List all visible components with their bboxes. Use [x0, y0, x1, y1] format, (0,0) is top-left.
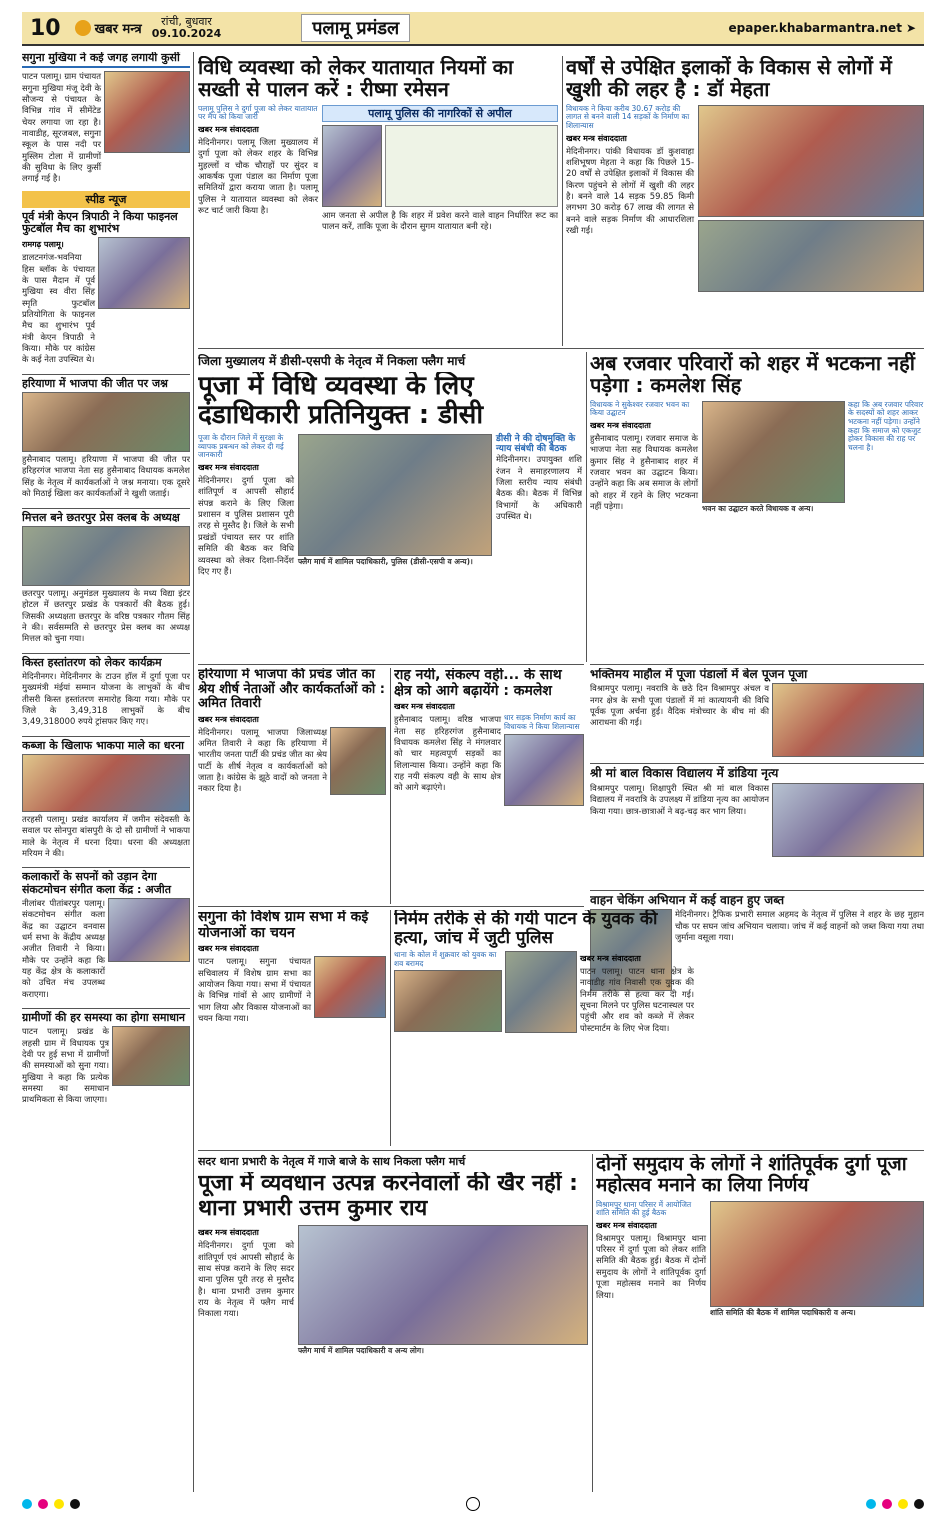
story-body: मेदिनीनगर। मेदिनीनगर के टाउन हॉल में दुर्गा पूजा पर मुख्यमंत्री मंईयां सम्मान योजना के लाभुकों के बीच तीसरी किस्त हस्तांतरण समारोह किया गया। मौके पर जिले के 3,49,318 लाभुकों के बीच 3,49,318000 रुपये ट्रांसफर किए गए।	[22, 670, 190, 727]
section-divider	[198, 1150, 924, 1151]
story-headline: ग्रामीणों की हर समस्या का होगा समाधान	[22, 1008, 190, 1024]
story-body: तरहसी पलामू। प्रखंड कार्यालय में जमीन संदेवस्ती के सवाल पर सोनपुरा बांसपुरी के दो सौ ग्रामीणों ने भाकपा माले के नेतृत्व में धरना दिया। धरना की अध्यक्षता मरियम ने की।	[22, 813, 190, 858]
story-headline: विधि व्यवस्था को लेकर यातायात नियमों का सख्ती से पालन करें : रीष्मा रमेसन	[198, 56, 514, 102]
story-photo	[112, 1026, 190, 1086]
epaper-link[interactable]	[729, 21, 916, 35]
column-divider	[390, 668, 391, 904]
logo-text: खबर मन्त्र	[94, 22, 142, 37]
byline: खबर मन्त्र संवाददाता	[580, 954, 641, 964]
byline: खबर मन्त्र संवाददाता	[198, 944, 259, 954]
kicker: सदर थाना प्रभारी के नेतृत्व में गाजे बाजे के साथ निकला फ्लैग मार्च	[198, 1155, 466, 1168]
story-headline: वर्षों से उपेक्षित इलाकों के विकास से लोगों में खुशी की लहर है : डॉ मेहता	[566, 56, 892, 102]
black-mark	[70, 1499, 80, 1509]
cyan-mark	[22, 1499, 32, 1509]
story-photo	[698, 105, 924, 217]
story-headline: किस्त हस्तांतरण को लेकर कार्यक्रम	[22, 653, 190, 669]
story-photo	[22, 526, 190, 586]
story-photo	[394, 970, 502, 1032]
story-photo	[314, 956, 386, 1018]
photo-side-text: कहा कि अब रजवार परिवार के सदस्यों को शहर आकर भटकना नहीं पड़ेगा। उन्होंने कहा कि समाज को एकजुट होकर विकास की राह पर चलना है।	[848, 399, 924, 452]
story-magistrate	[198, 372, 582, 660]
story-body: मेदिनीनगर। दुर्गा पूजा को शांतिपूर्ण एवं आपसी सौहार्द के साथ संपन्न कराने के लिए सदर थाना पुलिस पूरी तरह से मुस्तैद है। थाना प्रभारी उत्तम कुमार राय के नेतृत्व में फ्लैग मार्च निकाला गया।	[198, 1240, 294, 1319]
story-body: पाटन पलामू। ग्राम पंचायत सगुना मुखिया मंजू देवी के सौजन्य से पंचायत के विभिन्न गांव में सीमेंटेड चेयर लगाया जा रहा है। नावाडीह, सूरजबल, सगुना स्कूल के पास नदी पर मुस्लिम टोला में ग्रामीणों की सुविधा के लिए कुर्सी लगाई गई है।	[22, 71, 101, 184]
section-divider	[590, 664, 924, 665]
victim-photo	[505, 951, 577, 1033]
photo-caption: फ्लैग मार्च में शामिल पदाधिकारी, पुलिस (डीसी-एसपी व अन्य)।	[298, 557, 473, 567]
story-headline: वाहन चेकिंग अभियान में कई वाहन हुए जब्त	[590, 890, 924, 907]
section-title: पलामू प्रमंडल	[301, 14, 410, 42]
story-headline: राह नयी, संकल्प वही... के साथ क्षेत्र को आगे बढ़ायेंगे : कमलेश	[394, 668, 562, 699]
story-body: मेदिनीनगर। पलामू जिला मुख्यालय में दुर्गा पूजा को लेकर शहर के विभिन्न मुहल्लों व चौक चौराहों पर सुंदर व आकर्षक पूजा पंडाल का निर्माण पूजा समितियों द्वारा कराया जाता है। पलामू पुलिस ने यातायात व्यवस्था को लेकर रूट चार्ट जारी किया है।	[198, 137, 318, 216]
story-body: मेदिनीनगर। ट्रैफिक प्रभारी समाल अहमद के नेतृत्व में पुलिस ने शहर के छह मुहान चौक पर सघन जांच अभियान चलाया। जांच में कई वाहनों को जब्त किया गया तथा जुर्माना वसूला गया।	[675, 909, 924, 943]
story-body: मेदिनीनगर। दुर्गा पूजा को शांतिपूर्ण व आपसी सौहार्द संपन्न कराने के लिए जिला प्रशासन व पुलिस प्रशासन पूरी तरह से मुस्तैद है। जिले के सभी प्रखंडों पंचायत स्तर पर शांति समिति की बैठक कर विधि व्यवस्था को लेकर दिशा-निर्देश दिए गए हैं।	[198, 475, 294, 576]
story-headline: सगुना मुखिया ने कई जगह लगायी कुर्सी	[22, 52, 190, 68]
logo	[75, 19, 142, 37]
story-body: हुसैनाबाद पलामू। हरियाणा में भाजपा की जीत पर हरिहरगंज भाजपा नेता सह हुसैनाबाद विधायक कमलेश सिंह के नेतृत्व में कार्यकर्ताओं ने जश्न मनाया। एक दूसरे को मिठाई खिला कर कार्यकर्ताओं ने खुशी जताई।	[22, 454, 190, 499]
column-divider	[586, 352, 587, 662]
story-body: विश्रामपुर पलामू। नवरात्रि के छठे दिन विश्रामपुर अंचल व नगर क्षेत्र के सभी पूजा पंडालों में मां कात्यायनी की विधि पूर्वक पूजा अर्चना हुई। वैदिक मंत्रोच्चार के बीच मां की आराधना की गई।	[590, 683, 769, 728]
masthead	[22, 12, 924, 46]
story-body: विश्रामपुर पलामू। विश्रामपुर थाना परिसर में दुर्गा पूजा को लेकर शांति समिति की बैठक हुई। बैठक में दोनों समुदाय के लोगों ने शांतिपूर्वक दुर्गा पूजा महोत्सव मनाने का निर्णय लिया।	[596, 1232, 706, 1300]
print-marks	[22, 1497, 924, 1511]
photo-caption: शांति समिति की बैठक में शामिल पदाधिकारी व अन्य।	[710, 1307, 856, 1317]
photo-caption: विश्रामपुर थाना परिसर में आयोजित शांति समिति की हुई बैठक	[596, 1199, 692, 1218]
photo-caption: फ्लैग मार्च में शामिल पदाधिकारी व अन्य लोग।	[298, 1346, 424, 1356]
story-photo	[504, 734, 584, 806]
story-headline: अब रजवार परिवारों को शहर में भटकना नहीं पड़ेगा : कमलेश सिंह	[590, 352, 915, 398]
flag-march-photo	[298, 434, 492, 556]
story-rah-nayi	[394, 668, 584, 904]
byline: खबर मन्त्र संवाददाता	[198, 125, 259, 135]
photo-caption: पलामू पुलिस ने दुर्गा पूजा को लेकर यातायात पर मैप को किया जारी	[198, 103, 318, 122]
story-body: पाटन पलामू। सगुना पंचायत सचिवालय में विशेष ग्राम सभा का आयोजन किया गया। सभा में पंचायत के विभिन्न गांवों से आए ग्रामीणों ने भाग लिया और विकास योजनाओं का चयन किया गया।	[198, 956, 311, 1024]
yellow-mark	[898, 1499, 908, 1509]
magenta-mark	[38, 1499, 48, 1509]
byline: खबर मन्त्र संवाददाता	[596, 1220, 657, 1230]
story-photo	[98, 237, 190, 309]
speed-news-label: स्पीड न्यूज	[22, 191, 190, 208]
section-divider	[198, 906, 584, 907]
story-haryana	[198, 668, 386, 904]
byline: खबर मन्त्र संवाददाता	[198, 714, 259, 724]
story-photo	[104, 71, 190, 153]
column-divider	[562, 56, 563, 346]
story-body: हुसैनाबाद पलामू। वरिष्ठ भाजपा नेता सह हरिहरगंज हुसैनाबाद विधायक कमलेश सिंह ने मंगलवार को चार महत्वपूर्ण सड़कों का शिलान्यास किया। उन्होंने कहा कि राह नयी संकल्प वही के साथ क्षेत्र को आगे बढ़ाएंगे।	[394, 714, 501, 793]
story-photo	[772, 683, 924, 757]
epaper-url[interactable]: epaper.khabarmantra.net	[728, 21, 902, 35]
logo-icon	[75, 20, 91, 36]
story-body: डालटनगंज-भवनिया हिस ब्लॉक के पंचायत के पास मैदान में पूर्व मुखिया स्व वीरा सिंह स्मृति फुटबॉल प्रतियोगिता के फाइनल मैच का शुभारंभ पूर्व मंत्री केएन त्रिपाठी ने किया। मौके पर कांग्रेस के कई नेता उपस्थित थे।	[22, 252, 95, 365]
magenta-mark	[882, 1499, 892, 1509]
story-development	[566, 56, 924, 346]
story-body: हुसैनाबाद पलामू। रजवार समाज के भाजपा नेता सह विधायक कमलेश कुमार सिंह ने हुसैनाबाद शहर में रजवार भवन का उद्घाटन किया। उन्होंने कहा कि अब समाज के लोगों को शहर में रहने के लिए भटकना नहीं पड़ेगा।	[590, 433, 698, 512]
byline: खबर मन्त्र संवाददाता	[566, 133, 627, 143]
byline: खबर मन्त्र संवाददाता	[198, 463, 259, 473]
portrait-photo	[330, 727, 386, 795]
photo-caption: विधायक ने सुकेश्वर रजवार भवन का किया उद्घाटन	[590, 399, 690, 418]
dateline: रामगढ़ पलामू।	[22, 240, 64, 250]
byline: खबर मन्त्र संवाददाता	[590, 421, 651, 431]
story-body: विश्रामपुर पलामू। शिक्षापुरी स्थित श्री मां बाल विकास विद्यालय में नवरात्रि के उपलक्ष्य में डांडिया नृत्य का आयोजन किया गया। छात्र-छात्राओं ने बढ़-चढ़ कर भाग लिया।	[590, 782, 769, 816]
story-headline: निर्मम तरीके से की गयी पाटन के युवक की हत्या, जांच में जुटी पुलिस	[394, 910, 658, 949]
route-map	[385, 125, 558, 207]
date: 09.10.2024	[151, 27, 222, 40]
story-headline: पूर्व मंत्री केएन त्रिपाठी ने किया फाइनल फुटबॉल मैच का शुभारंभ	[22, 209, 178, 236]
story-headline: कलाकारों के सपनों को उड़ान देगा संकटमोचन संगीत कला केंद्र : अजीत	[22, 867, 190, 896]
flag-march-photo	[298, 1225, 588, 1345]
story-photo	[698, 220, 924, 292]
story-body: मेदिनीनगर। पलामू भाजपा जिलाध्यक्ष अमित तिवारी ने कहा कि हरियाणा में भारतीय जनता पार्टी की प्रचंड जीत का श्रेय पार्टी के शीर्ष नेतृत्व व कार्यकर्ताओं को जाता है। कांग्रेस के झूठे वादों को जनता ने नकार दिया है।	[198, 726, 327, 794]
story-headline: पूजा में विधि व्यवस्था के लिए दंडाधिकारी प्रतिनियुक्त : डीसी	[198, 372, 484, 431]
side-caption: पूजा के दौरान जिले में सुरक्षा के व्यापक प्रबन्धन को लेकर दी गई जानकारी	[198, 433, 284, 460]
officer-photo	[322, 125, 382, 207]
dateline	[152, 16, 222, 40]
story-photo	[108, 898, 190, 962]
story-headline: हरियाणा में भाजपा की प्रचंड जीत का श्रेय शीर्ष नेताओं और कार्यकर्ताओं को : अमित तिवारी	[198, 668, 386, 712]
side-headline: डीसी ने की दोषमुक्ति के न्याय संबंधी की बैठक	[496, 434, 576, 455]
story-rajwar-bhawan	[590, 352, 924, 662]
story-headline: मित्तल बने छतरपुर प्रेस क्लब के अध्यक्ष	[22, 508, 190, 524]
story-saguna-gramsabha	[198, 910, 386, 1146]
story-photo	[22, 392, 190, 452]
photo-caption: थाना के कोल में शुक्रवार को युवक का शव बरामद	[394, 950, 497, 968]
story-body: मेदिनीनगर। पांकी विधायक डॉ कुशवाहा शशिभूषण मेहता ने कहा कि पिछले 15-20 वर्षों से उपेक्षित इलाकों में विकास की किरण पहुंचने से लोगों में खुशी की लहर है। बनने वाले 14 सड़क 59.85 किमी लगभग 30 करोड़ 67 लाख की लागत से बनने वाले सड़क निर्माण की आधारशिला रखी गई।	[566, 145, 694, 236]
story-traffic-rules	[198, 56, 558, 346]
story-peace-committee	[596, 1154, 924, 1492]
cyan-mark	[866, 1499, 876, 1509]
section-divider	[198, 348, 924, 349]
story-headline: दोनों समुदाय के लोगों ने शांतिपूर्वक दुर्गा पूजा महोत्सव मनाने का लिया निर्णय	[596, 1154, 907, 1197]
registration-icon	[466, 1497, 480, 1511]
column-divider	[390, 910, 391, 1146]
meeting-photo	[710, 1201, 924, 1307]
page-number: 10	[30, 15, 61, 41]
section-divider	[198, 664, 584, 665]
inset-body: आम जनता से अपील है कि शहर में प्रवेश करने वाले वाहन निर्धारित रूट का पालन करें, ताकि पूजा के दौरान सुगम यातायात बनी रहे।	[322, 209, 558, 232]
story-body: नीलांबर पीतांबरपुर पलामू। संकटमोचन संगीत कला केंद्र का उद्घाटन वनवास धर्म सभा के केंद्रीय अध्यक्ष अजीत तिवारी ने किया। मौके पर उन्होंने कहा कि यह केंद्र क्षेत्र के कलाकारों को उचित मंच उपलब्ध कराएगा।	[22, 897, 105, 999]
story-flag-march	[198, 1172, 588, 1492]
cursor-icon: ➤	[905, 21, 916, 35]
photo-caption: भवन का उद्घाटन करते विधायक व अन्य।	[702, 503, 814, 513]
right-stack	[590, 668, 924, 888]
column-divider	[592, 1154, 593, 1492]
inset-title: पलामू पुलिस की नागरिकों से अपील	[322, 105, 558, 122]
story-patan-murder	[394, 910, 694, 1146]
inauguration-photo	[702, 401, 845, 503]
story-body: पाटन पलामू। प्रखंड के लहसी ग्राम में विधायक पुत्र देवी पर हुई सभा में ग्रामीणों की समस्याओं को सुना गया। मुखिया ने कहा कि प्रत्येक समस्या का समाधान प्राथमिकता से किया जाएगा।	[22, 1026, 109, 1105]
story-headline: कब्जा के खिलाफ भाकपा माले का धरना	[22, 736, 190, 752]
city-day: रांची, बुधवार	[161, 14, 212, 28]
photo-caption: विधायक ने किया करीब 30.67 करोड़ की लागत से बनने वाली 14 सड़कों के निर्माण का शिलान्यास	[566, 103, 690, 131]
column-divider	[193, 52, 194, 1492]
kicker: जिला मुख्यालय में डीसी-एसपी के नेतृत्व में निकला फ्लैग मार्च	[198, 354, 466, 368]
story-photo	[772, 783, 924, 857]
story-body: पाटन पलामू। पाटन थाना क्षेत्र के नावाडीह गांव निवासी एक युवक की निर्मम तरीके से हत्या कर दी गई। सूचना मिलने पर पुलिस घटनास्थल पर पहुंची और शव को कब्जे में लेकर पोस्टमार्टम के लिए भेज दिया।	[580, 966, 694, 1033]
story-body: छतरपुर पलामू। अनुमंडल मुख्यालय के मध्य विद्या इंटर होटल में छतरपुर प्रखंड के पत्रकारों की बैठक हुई। जिसकी अध्यक्षता छतरपुर के वरिष्ठ पत्रकार गौतम सिंह ने की। सर्वसम्मति से छतरपुर प्रेस क्लब का अध्यक्ष मित्तल को चुना गया।	[22, 587, 190, 644]
story-headline: पूजा में व्यवधान उत्पन्न करनेवालों की खैर नहीं : थाना प्रभारी उत्तम कुमार राय	[198, 1172, 578, 1221]
story-headline: श्री मां बाल विकास विद्यालय में डांडिया नृत्य	[590, 763, 924, 780]
story-headline: सगुना की विशेष ग्राम सभा में कई योजनाओं का चयन	[198, 910, 369, 941]
byline: खबर मन्त्र संवाददाता	[394, 702, 455, 712]
black-mark	[914, 1499, 924, 1509]
photo-caption: धार सड़क निर्माण कार्य का विधायक ने किया शिलान्यास	[504, 713, 580, 731]
story-headline: हरियाणा में भाजपा की जीत पर जश्न	[22, 374, 190, 390]
side-body: मेदिनीनगर। उपायुक्त शशि रंजन ने समाहरणालय में जिला स्तरीय न्याय संबंधी बैठक की। बैठक में विभिन्न विभागों के अधिकारी उपस्थित थे।	[496, 454, 582, 522]
story-photo	[22, 754, 190, 812]
left-column	[22, 52, 190, 1492]
story-headline: भक्तिमय माहौल में पूजा पंडालों में बेल पूजन पूजा	[590, 668, 808, 681]
byline: खबर मन्त्र संवाददाता	[198, 1228, 259, 1238]
yellow-mark	[54, 1499, 64, 1509]
